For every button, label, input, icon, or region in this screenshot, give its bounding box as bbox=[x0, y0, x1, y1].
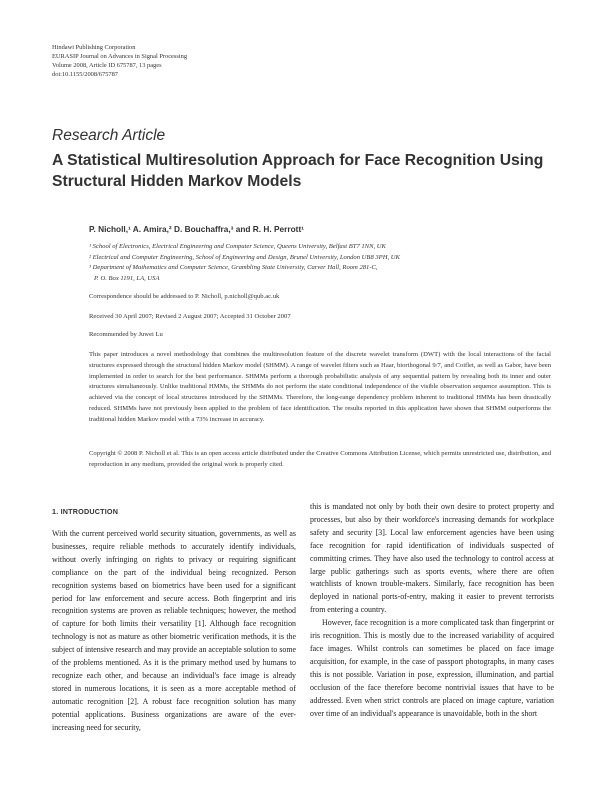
copyright-notice: Copyright © 2008 P. Nicholl et al. This is an open access article distributed under the Creative Commons Attribution License, which permits unrestricted use, distribution, and reproduction in any medium, provided the original work is properly cited. bbox=[89, 450, 551, 468]
article-type: Research Article bbox=[52, 127, 166, 144]
paper-title: A Statistical Multiresolution Approach for Face Recognition Using Structural Hidden Markov Models bbox=[52, 152, 544, 190]
doi: doi:10.1155/2008/675787 bbox=[52, 71, 118, 78]
intro-paragraph-2: this is mandated not only by both their own desire to protect property and processes, but also by their workforce's increasing demands for workplace safety and security [3]. Local law enforcement agencies have been using face recognition for rapid identification of individuals suspected of committing crimes. They have also used the technology to control access at large public gatherings such as sports events, where there are often watchlists of known trouble-makers. Similarly, face recognition has been deployed in national ports-of-entry, making it easier to prevent terrorists from entering a country. bbox=[310, 502, 554, 615]
column-left bbox=[52, 528, 296, 735]
column-right bbox=[310, 501, 554, 720]
publisher: Hindawi Publishing Corporation bbox=[52, 44, 136, 51]
journal-header bbox=[52, 43, 187, 79]
affiliation-3-cont: P. O. Box 1191, LA, USA bbox=[94, 274, 160, 282]
volume-info: Volume 2008, Article ID 675787, 13 pages bbox=[52, 62, 162, 69]
intro-paragraph-3: However, face recognition is a more complicated task than fingerprint or iris recognition. This is mostly due to the increased variability of acquired face images. Whilst controls can sometimes be placed on face image acquisition, for example, in the case of passport photographs, in many cases this is not possible. Variation in pose, expression, illumination, and partial occlusion of the face therefore become nontrivial issues that have to be addressed. Even when strict controls are placed on image capture, variation over time of an individual's appearance is unavoidable, both in the short bbox=[310, 618, 554, 718]
dates: Received 30 April 2007; Revised 2 August 2007; Accepted 31 October 2007 bbox=[89, 313, 291, 320]
correspondence: Correspondence should be addressed to P. Nicholl, p.nicholl@qub.ac.uk bbox=[89, 293, 280, 300]
affiliation-2: ² Electrical and Computer Engineering, School of Engineering and Design, Brunel University, London UB8 3PH, UK bbox=[89, 253, 400, 261]
author-list: P. Nicholl,¹ A. Amira,² D. Bouchaffra,³ and R. H. Perrott¹ bbox=[89, 224, 304, 234]
intro-paragraph-1: With the current perceived world security situation, governments, as well as businesses, require reliable methods to accurately identify individuals, without overly infringing on rights to privacy or requiring significant compliance on the part of the individual being recognized. Person recognition systems based on biometrics have been used for a significant period for law enforcement and secure access. Both fingerprint and iris recognition systems are proven as reliable techniques; however, the method of capture for both limits their versatility [1]. Although face recognition technology is not as mature as other biometric verification methods, it is the subject of intensive research and may provide an acceptable solution to some of the problems mentioned. As it is the primary method used by humans to recognize each other, and because an individual's face image is already stored in numerous locations, it is seen as a more acceptable method of automatic recognition [2]. A robust face recognition solution has many potential applications. Business organizations are aware of the ever-increasing need for security, bbox=[52, 529, 296, 732]
affiliations bbox=[89, 242, 400, 284]
journal-name: EURASIP Journal on Advances in Signal Processing bbox=[52, 53, 188, 60]
affiliation-3: ³ Department of Mathematics and Computer Science, Grambling State University, Carver Hall, Room 281-C, bbox=[89, 264, 378, 271]
recommended-by: Recommended by Juwei Lu bbox=[89, 331, 163, 338]
affiliation-1: ¹ School of Electronics, Electrical Engineering and Computer Science, Queens University, Belfast BT7 1NN, UK bbox=[89, 243, 386, 250]
abstract: This paper introduces a novel methodology that combines the multiresolution feature of the discrete wavelet transform (DWT) with the local interactions of the facial structures expressed through the structural hidden Markov model (SHMM). A range of wavelet filters such as Haar, biorthogonal 9/7, and Coiflet, as well as Gabor, have been implemented in order to search for the best performance. SHMMs perform a thorough probabilistic analysis of any sequential pattern by revealing both its inner and outer structures simultaneously. Unlike traditional HMMs, the SHMMs do not perform the state conditional independence of the visible observation sequence assumption. This is achieved via the concept of local structures introduced by the SHMMs. Therefore, the long-range dependency problem inherent to traditional HMMs has been drastically reduced. SHMMs have not previously been applied to the problem of face identification. The results reported in this application have shown that SHMM outperforms the traditional hidden Markov model with a 73% increase in accuracy. bbox=[89, 351, 551, 423]
section-heading: 1. INTRODUCTION bbox=[52, 507, 119, 516]
